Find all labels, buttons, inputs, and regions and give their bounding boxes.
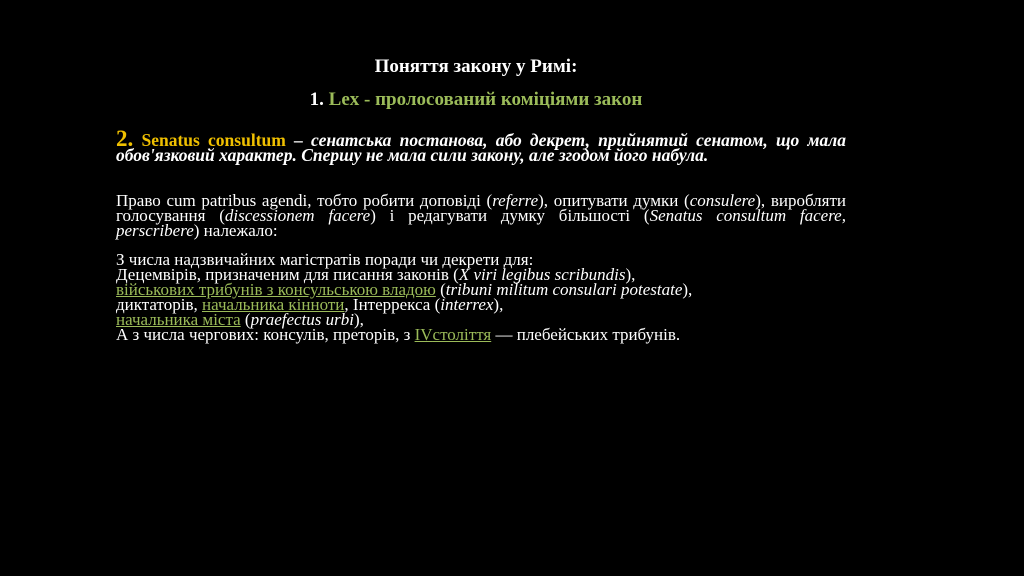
list-item-text: , Інтеррекса (: [344, 295, 441, 314]
item-1-heading: [0, 89, 988, 111]
slide-title: Поняття закону у Римі:: [374, 56, 578, 77]
item-1-text: Lex - пролосований коміціями закон: [328, 89, 643, 110]
list-item-latin: interrex: [440, 295, 494, 314]
para-italic-2: consulere: [689, 191, 756, 210]
century-link[interactable]: століття: [432, 325, 492, 344]
para-italic-4: Senatus consultum facere, perscribere: [116, 206, 846, 240]
list-item-end: ),: [625, 265, 636, 284]
list-item-text: диктаторів,: [116, 295, 202, 314]
list-item-latin: praefectus urbi: [250, 310, 354, 329]
list-item-latin: X viri legibus scribundis: [458, 265, 626, 284]
list-item-text: (: [240, 310, 251, 329]
magistrates-list: [116, 252, 846, 342]
item-2-number: 2.: [116, 126, 134, 151]
para-italic-1: referre: [492, 191, 539, 210]
rights-paragraph: [116, 193, 846, 238]
para-text-3: ), виробляти голосування (: [116, 191, 847, 225]
list-item-regular: [116, 327, 846, 342]
list-item-end: ),: [353, 310, 364, 329]
list-item-end: — плебейських трибунів.: [491, 325, 681, 344]
city-prefect-link[interactable]: начальника міста: [116, 310, 241, 329]
century-iv-link[interactable]: IV: [414, 325, 433, 344]
list-item-end: ),: [682, 280, 693, 299]
list-item-text: А з числа чергових: консулів, преторів, з: [116, 325, 415, 344]
para-italic-3: discessionem facere: [224, 206, 371, 225]
para-text-5: ) належало:: [193, 221, 278, 240]
para-text-2: ), опитувати думки (: [538, 191, 690, 210]
list-item-latin: tribuni militum consulari potestate: [445, 280, 683, 299]
list-item-text: (: [435, 280, 446, 299]
list-intro: З числа надзвичайних магістратів поради чи декрети для:: [116, 250, 534, 269]
item-2-term: Senatus consultum: [133, 130, 286, 150]
senatus-consultum-definition: [116, 126, 846, 165]
para-text-4: ) і редагувати думку більшості (: [370, 206, 650, 225]
master-of-horse-link[interactable]: начальника кінноти: [201, 295, 345, 314]
list-item-text: Децемвірів, призначеним для писання законів (: [116, 265, 459, 284]
item-1-number: 1.: [309, 89, 329, 110]
list-item-end: ),: [493, 295, 504, 314]
item-2-definition: – сенатська постанова, або декрет, прийнятий сенатом, що мала обов'язковий характер. Спершу не мала сили закону, але згодом його набула.: [116, 130, 846, 165]
para-text-1: Право cum patribus agendi, тобто робити доповіді (: [116, 191, 493, 210]
military-tribunes-link[interactable]: військових трибунів з консульською владою: [116, 280, 436, 299]
